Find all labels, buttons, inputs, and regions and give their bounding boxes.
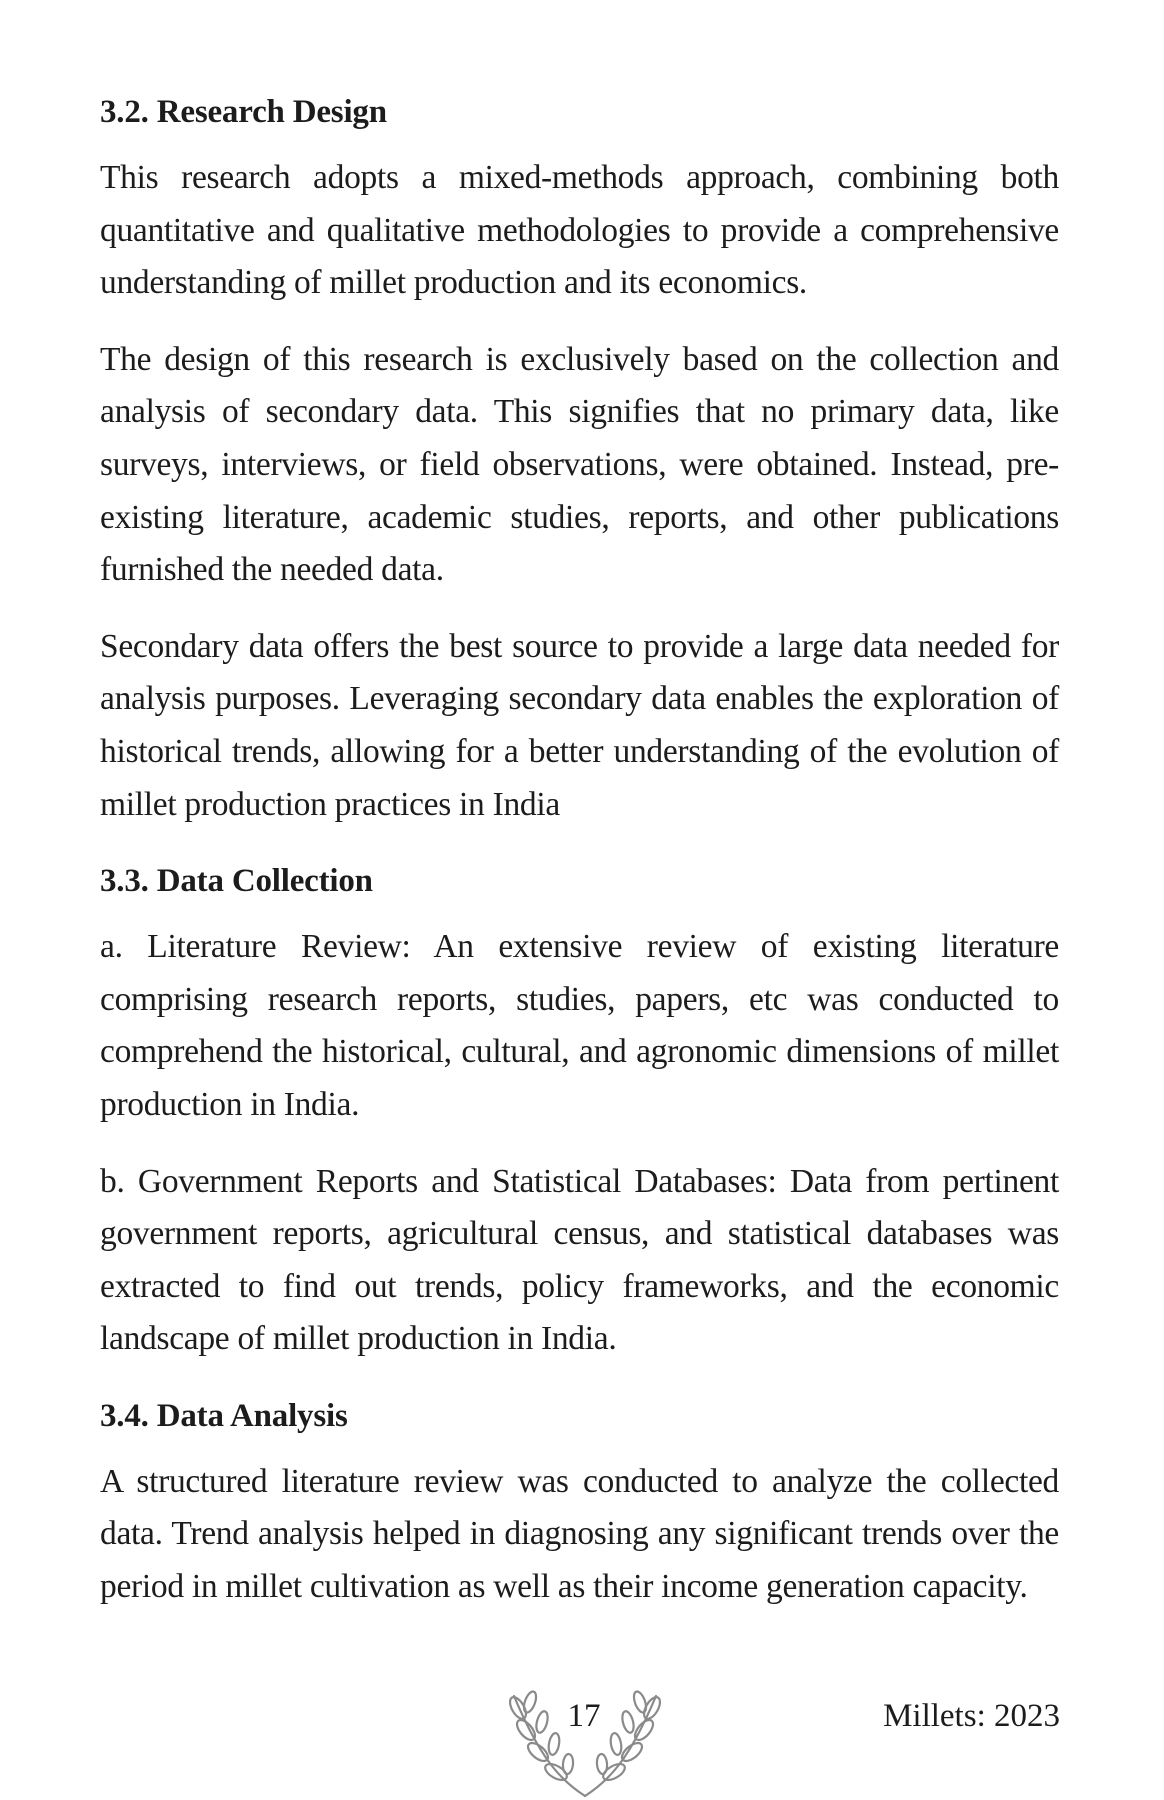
running-footer-title: Millets: 2023: [883, 1698, 1060, 1734]
paragraph-research-design-2: The design of this research is exclusively based on the collection and analysis of secondary data. This signifies that no primary data, like surveys, interviews, or field observations, were obtained. Instead, pre-existing literature, academic studies, reports, and other publications furnished the needed data.: [100, 340, 1059, 589]
section-heading-research-design: 3.2. Research Design: [100, 94, 387, 130]
page-number: 17: [567, 1698, 601, 1734]
paragraph-research-design-1: This research adopts a mixed-methods approach, combining both quantitative and qualitative methodologies to provide a comprehensive understanding of millet production and its economics.: [100, 159, 1059, 302]
section-heading-data-collection: 3.3. Data Collection: [100, 863, 373, 900]
paragraph-research-design-3: Secondary data offers the best source to provide a large data needed for analysis purposes. Leveraging secondary data enables the exploration of historical trends, allowing for a better understanding of the evolution of millet production practices in India: [100, 627, 1059, 823]
page-footer: [0, 1688, 1164, 1800]
page-body: [100, 86, 1059, 1638]
section-heading-data-analysis: 3.4. Data Analysis: [100, 1397, 348, 1434]
paragraph-data-collection-1: a. Literature Review: An extensive review of existing literature comprising research reports, studies, papers, etc was conducted to comprehend the historical, cultural, and agronomic dimensions of millet production in India.: [100, 928, 1059, 1123]
paragraph-data-analysis-1: A structured literature review was conducted to analyze the collected data. Trend analysis helped in diagnosing any significant trends over the period in millet cultivation as well as their income generation capacity.: [100, 1462, 1059, 1606]
paragraph-data-collection-2: b. Government Reports and Statistical Databases: Data from pertinent government reports, agricultural census, and statistical databases was extracted to find out trends, policy frameworks, and the economic landscape of millet production in India.: [100, 1162, 1059, 1358]
